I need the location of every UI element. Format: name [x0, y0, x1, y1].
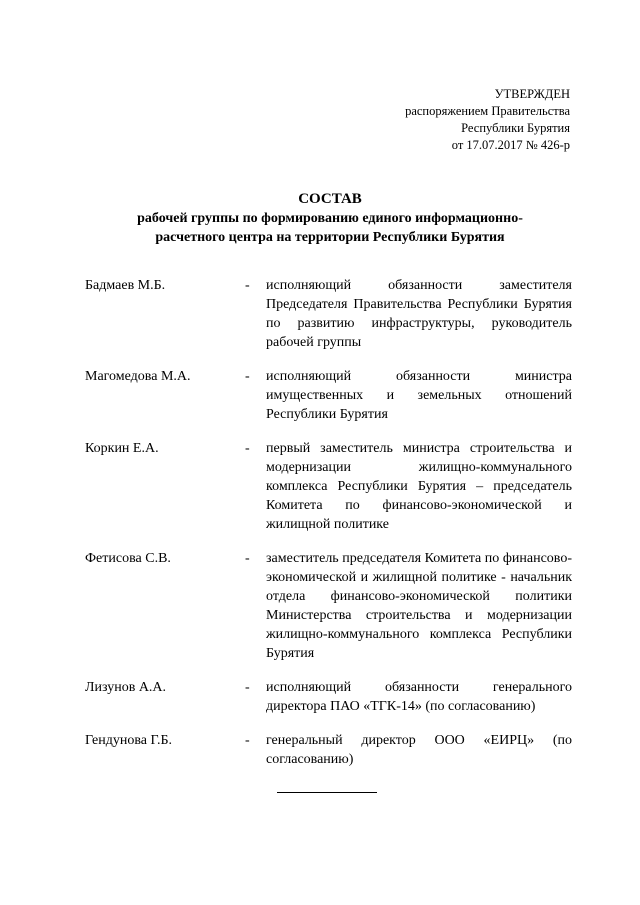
approval-stamp [405, 86, 570, 154]
approval-status: УТВЕРЖДЕН [494, 87, 570, 101]
members-list [85, 276, 572, 784]
document-subtitle-line-1: рабочей группы по формированию единого информационно- [137, 211, 523, 226]
approval-line-1: распоряжением Правительства [405, 104, 570, 118]
member-name: Гендунова Г.Б. [85, 733, 173, 748]
document-subtitle-line-2: расчетного центра на территории Республики Бурятия [155, 230, 505, 245]
member-row [85, 439, 572, 534]
end-divider [277, 792, 377, 793]
member-role: заместитель председателя Комитета по финансово-экономической и жилищной политике - начальник отдела финансово-экономической политики Министерства строительства и модернизации жилищно-коммунального комплекса Республики Бурятия [266, 551, 572, 661]
member-role: исполняющий обязанности министра имущественных и земельных отношений Республики Бурятия [266, 369, 572, 422]
approval-date-number: от 17.07.2017 № 426-р [451, 138, 570, 152]
member-row [85, 549, 572, 663]
document-heading [90, 189, 570, 247]
member-dash: - [245, 733, 250, 748]
document-title: СОСТАВ [298, 191, 362, 207]
member-name: Коркин Е.А. [85, 441, 159, 456]
member-name: Бадмаев М.Б. [85, 278, 166, 293]
member-name: Фетисова С.В. [85, 551, 171, 566]
member-dash: - [245, 680, 250, 695]
member-row [85, 731, 572, 769]
member-role: исполняющий обязанности заместителя Председателя Правительства Республики Бурятия по развитию инфраструктуры, руководитель рабочей группы [266, 278, 572, 350]
member-row [85, 367, 572, 424]
member-row [85, 678, 572, 716]
approval-line-2: Республики Бурятия [461, 121, 570, 135]
member-name: Лизунов А.А. [85, 680, 167, 695]
member-role: генеральный директор ООО «ЕИРЦ» (по согласованию) [266, 733, 572, 767]
member-dash: - [245, 278, 250, 293]
member-dash: - [245, 369, 250, 384]
member-role: первый заместитель министра строительства и модернизации жилищно-коммунального комплекса Республики Бурятия – председатель Комитета по финансово-экономической и жилищной политике [266, 441, 572, 532]
member-dash: - [245, 551, 250, 566]
member-role: исполняющий обязанности генерального директора ПАО «ТГК-14» (по согласованию) [266, 680, 572, 714]
member-name: Магомедова М.А. [85, 369, 191, 384]
member-row [85, 276, 572, 352]
member-dash: - [245, 441, 250, 456]
